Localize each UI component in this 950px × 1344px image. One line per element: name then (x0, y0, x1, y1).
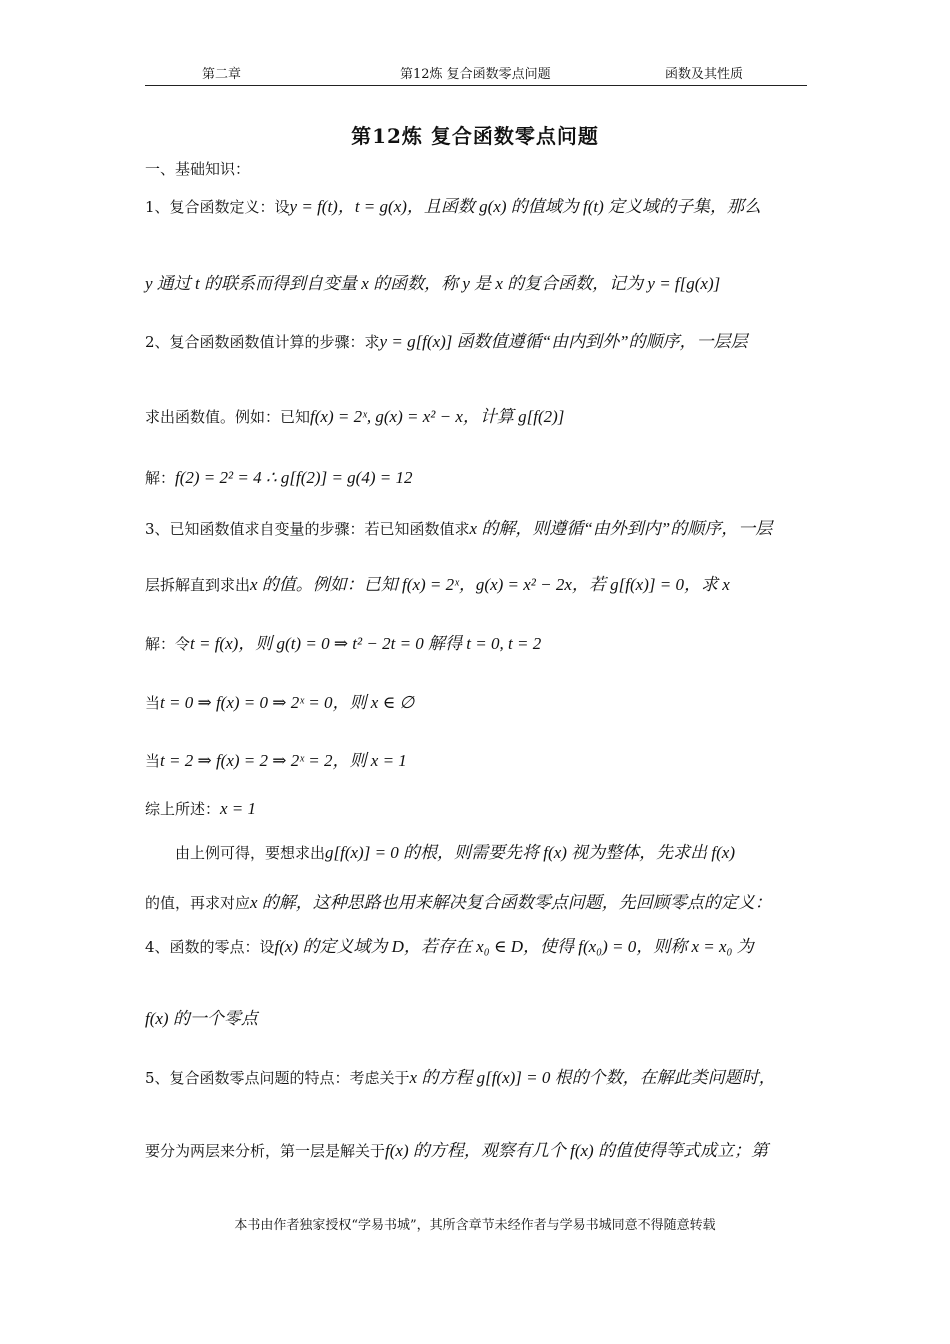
text-line: 1、复合函数定义：设y = f(t)，t = g(x)，且函数 g(x) 的值域为 f(t) 定义域的子集，那么 (145, 197, 762, 216)
text-line: f(x) 的一个零点 (145, 1009, 258, 1028)
header-center: 第12炼 复合函数零点问题 (400, 67, 551, 82)
header-rule (145, 85, 807, 86)
page-title: 第12炼 复合函数零点问题 (351, 124, 599, 148)
text-line: 2、复合函数函数值计算的步骤：求y = g[f(x)] 函数值遵循“由内到外”的顺序，一层层 (145, 332, 748, 351)
text-line: 一、基础知识： (145, 160, 251, 178)
text-line: 综上所述：x = 1 (145, 799, 257, 818)
text-line: 5、复合函数零点问题的特点：考虑关于x 的方程 g[f(x)] = 0 根的个数，在解此类问题时， (145, 1068, 776, 1087)
text-line: 4、函数的零点：设f(x) 的定义域为 D，若存在 x₀ ∈ D，使得 f(x₀) = 0，则称 x = x₀ 为 (145, 937, 754, 956)
footer-notice: 本书由作者独家授权“学易书城”，其所含章节未经作者与学易书城同意不得随意转载 (234, 1218, 716, 1233)
text-line: 解：令t = f(x)，则 g(t) = 0 ⇒ t² − 2t = 0 解得 t = 0, t = 2 (145, 634, 542, 653)
text-line: 由上例可得，要想求出g[f(x)] = 0 的根，则需要先将 f(x) 视为整体，先求出 f(x) (145, 843, 735, 862)
text-line: 层拆解直到求出x 的值。例如：已知 f(x) = 2ˣ，g(x) = x² − 2x，若 g[f(x)] = 0，求 x (145, 575, 730, 594)
text-line: 当t = 0 ⇒ f(x) = 0 ⇒ 2ˣ = 0，则 x ∈ ∅ (145, 693, 415, 712)
text-line: 的值，再求对应x 的解，这种思路也用来解决复合函数零点问题，先回顾零点的定义： (145, 893, 772, 912)
text-line: 解：f(2) = 2² = 4 ∴ g[f(2)] = g(4) = 12 (145, 468, 413, 487)
text-line: 要分为两层来分析，第一层是解关于f(x) 的方程，观察有几个 f(x) 的值使得等式成立；第 (145, 1141, 768, 1160)
text-line: y 通过 t 的联系而得到自变量 x 的函数，称 y 是 x 的复合函数，记为 y = f[g(x)] (145, 274, 721, 293)
text-line: 求出函数值。例如：已知f(x) = 2ˣ, g(x) = x² − x，计算 g[f(2)] (145, 407, 565, 426)
header-right: 函数及其性质 (665, 67, 744, 82)
header-left: 第二章 (202, 67, 242, 82)
text-line: 当t = 2 ⇒ f(x) = 2 ⇒ 2ˣ = 2，则 x = 1 (145, 751, 407, 770)
text-line: 3、已知函数值求自变量的步骤：若已知函数值求x 的解，则遵循“由外到内”的顺序，一层 (145, 519, 773, 538)
